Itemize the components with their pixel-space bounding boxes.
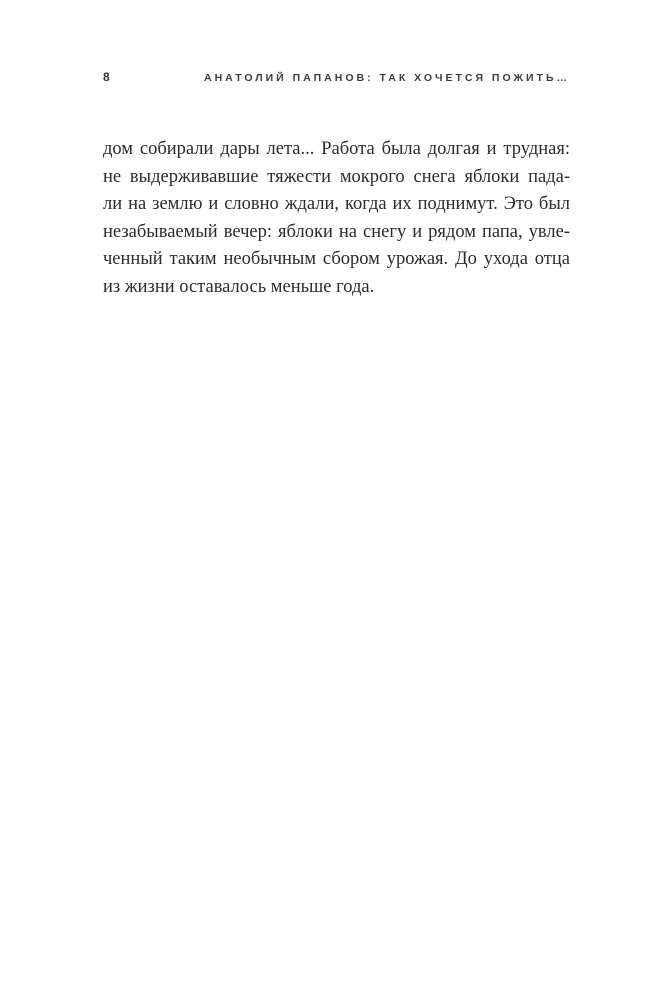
text-line: из жизни оставалось меньше года. [103, 276, 375, 297]
running-title: АНАТОЛИЙ ПАПАНОВ: ТАК ХОЧЕТСЯ ПОЖИТЬ… [203, 72, 570, 84]
running-header [103, 70, 570, 84]
body-paragraph [103, 136, 570, 301]
text-line: ли на землю и словно ждали, когда их поднимут. Это был [103, 194, 570, 214]
text-line: ченный таким необычным сбором урожая. До ухода отца [103, 249, 570, 269]
text-line: незабываемый вечер: яблоки на снегу и рядом папа, увле- [103, 221, 570, 242]
text-line: не выдерживавшие тяжести мокрого снега яблоки пада- [103, 166, 570, 187]
text-line: дом собирали дары лета... Работа была долгая и трудная: [103, 139, 570, 159]
page-number: 8 [103, 70, 111, 84]
